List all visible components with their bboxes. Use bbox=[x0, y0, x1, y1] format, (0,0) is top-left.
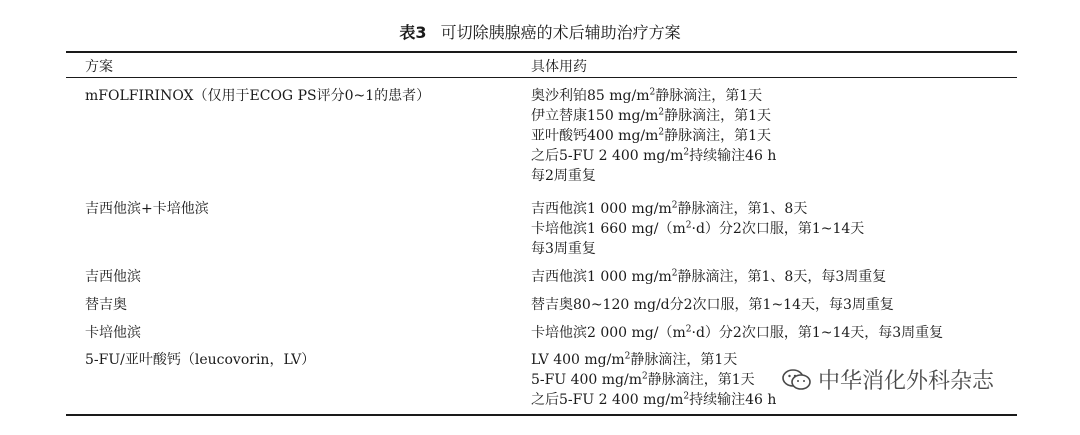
drug-line-text: LV 400 mg/m bbox=[531, 352, 625, 368]
drug-line bbox=[531, 350, 776, 370]
scheme-cell: 5-FU/亚叶酸钙（leucovorin，LV） bbox=[85, 352, 316, 368]
drug-line-text: 替吉奥80~120 mg/d分2次口服，第1~14天，每3周重复 bbox=[531, 297, 894, 313]
drug-line bbox=[531, 86, 776, 106]
drug-line-text: 卡培他滨2 000 mg/（m bbox=[531, 325, 686, 341]
drug-line bbox=[531, 126, 776, 146]
drug-line-text: 卡培他滨1 660 mg/（m bbox=[531, 221, 686, 237]
drug-line bbox=[531, 295, 894, 315]
scheme-cell: mFOLFIRINOX（仅用于ECOG PS评分0~1的患者） bbox=[85, 88, 431, 104]
drug-line-text-cont: 持续输注46 h bbox=[689, 392, 777, 408]
drug-line-text: 吉西他滨1 000 mg/m bbox=[531, 201, 672, 217]
drug-line bbox=[531, 219, 864, 239]
drug-line-text: 每2周重复 bbox=[531, 168, 596, 184]
drug-line-text-cont: ·d）分2次口服，第1~14天，每3周重复 bbox=[691, 325, 944, 341]
header-rule bbox=[66, 77, 1017, 78]
superscript: 2 bbox=[649, 87, 656, 98]
drug-line-text: 亚叶酸钙400 mg/m bbox=[531, 128, 659, 144]
superscript: 2 bbox=[624, 351, 631, 362]
superscript: 2 bbox=[683, 391, 690, 402]
table-number: 表3 bbox=[399, 23, 427, 42]
drug-line-text-cont: 静脉滴注，第1天 bbox=[655, 88, 763, 104]
drug-line-text-cont: ·d）分2次口服，第1~14天 bbox=[691, 221, 865, 237]
scheme-cell: 替吉奥 bbox=[85, 297, 127, 313]
drug-line-text: 奥沙利铂85 mg/m bbox=[531, 88, 650, 104]
drugs-cell bbox=[531, 295, 894, 315]
drug-line bbox=[531, 146, 776, 166]
drug-line bbox=[531, 323, 943, 343]
watermark bbox=[782, 364, 994, 395]
superscript: 2 bbox=[685, 324, 692, 335]
drug-line-text: 伊立替康150 mg/m bbox=[531, 108, 659, 124]
drug-line-text: 之后5-FU 2 400 mg/m bbox=[531, 392, 684, 408]
drug-line-text-cont: 静脉滴注，第1天 bbox=[664, 108, 772, 124]
drugs-cell bbox=[531, 199, 864, 259]
header-drugs: 具体用药 bbox=[531, 59, 587, 75]
superscript: 2 bbox=[683, 147, 690, 158]
watermark-text: 中华消化外科杂志 bbox=[818, 369, 995, 394]
drugs-cell bbox=[531, 267, 886, 287]
drug-line-text: 5-FU 400 mg/m bbox=[531, 372, 643, 388]
drug-line bbox=[531, 199, 864, 219]
superscript: 2 bbox=[642, 371, 648, 382]
scheme-cell: 吉西他滨+卡培他滨 bbox=[85, 201, 209, 217]
drug-line-text-cont: 静脉滴注，第1、8天，每3周重复 bbox=[677, 269, 887, 285]
drugs-cell bbox=[531, 323, 943, 343]
header-scheme: 方案 bbox=[85, 59, 113, 75]
superscript: 2 bbox=[658, 127, 665, 138]
drugs-cell bbox=[531, 86, 776, 186]
drug-line-text-cont: 静脉滴注，第1天 bbox=[664, 128, 772, 144]
drug-line-text-cont: 静脉滴注，第1天 bbox=[630, 352, 738, 368]
drugs-cell bbox=[531, 350, 776, 410]
drug-line bbox=[531, 106, 776, 126]
superscript: 2 bbox=[658, 107, 665, 118]
superscript: 2 bbox=[685, 220, 692, 231]
wechat-icon bbox=[782, 368, 812, 392]
table-title: 可切除胰腺癌的术后辅助治疗方案 bbox=[440, 23, 681, 42]
drug-line-text: 每3周重复 bbox=[531, 241, 596, 257]
drug-line bbox=[531, 166, 776, 186]
drug-line-text: 吉西他滨1 000 mg/m bbox=[531, 269, 672, 285]
drug-line bbox=[531, 370, 776, 390]
superscript: 2 bbox=[671, 200, 678, 211]
drug-line-text-cont: 静脉滴注，第1天 bbox=[647, 372, 755, 388]
scheme-cell: 吉西他滨 bbox=[85, 269, 141, 285]
drug-line-text: 之后5-FU 2 400 mg/m bbox=[531, 148, 684, 164]
drug-line-text-cont: 静脉滴注，第1、8天 bbox=[677, 201, 808, 217]
drug-line bbox=[531, 267, 886, 287]
drug-line-text-cont: 持续输注46 h bbox=[689, 148, 777, 164]
bottom-rule bbox=[66, 414, 1017, 416]
drug-line bbox=[531, 390, 776, 410]
drug-line bbox=[531, 239, 864, 259]
table-caption bbox=[0, 20, 1080, 43]
superscript: 2 bbox=[671, 268, 678, 279]
scheme-cell: 卡培他滨 bbox=[85, 325, 141, 341]
top-rule bbox=[66, 51, 1017, 53]
